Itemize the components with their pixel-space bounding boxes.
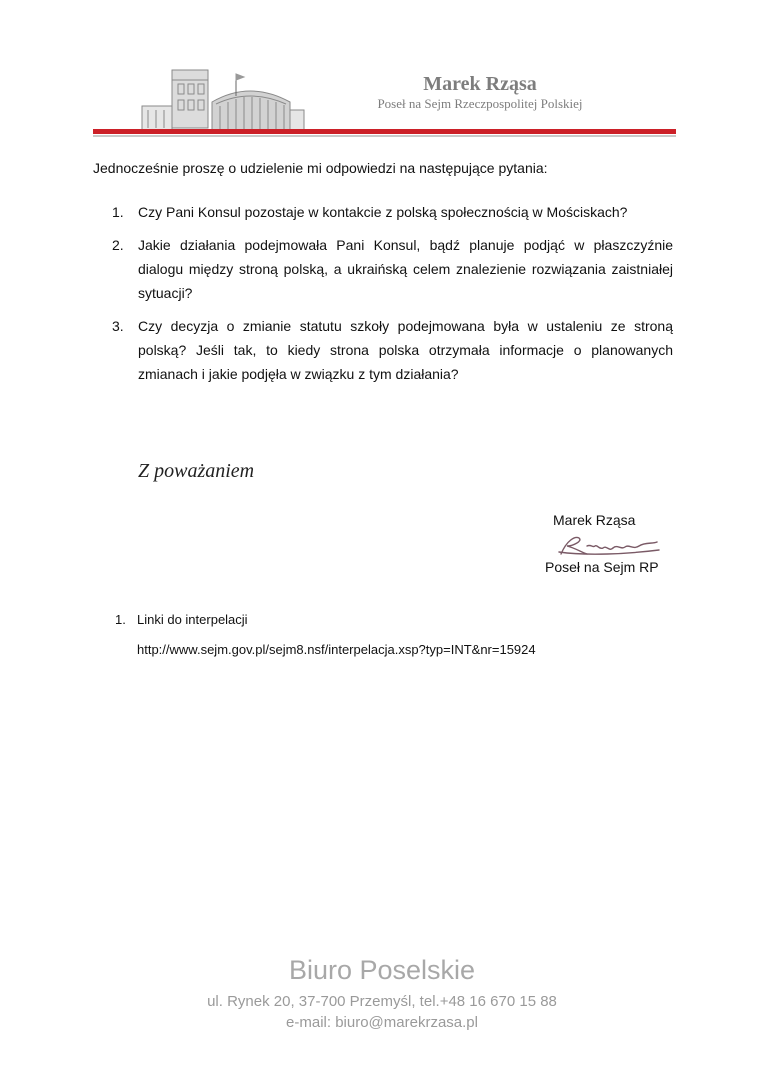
- question-text: Czy decyzja o zmianie statutu szkoły podejmowana była w ustaleniu ze stroną polską? Jeśli tak, to kiedy strona polska otrzymała informacje o planowanych zmianach i jakie podjęła w związku z tym działania?: [138, 318, 673, 382]
- handwritten-signature: [557, 532, 661, 558]
- closing-salutation: Z poważaniem: [138, 460, 255, 482]
- question-list: [112, 200, 673, 395]
- header-name: Marek Rząsa: [423, 73, 537, 95]
- signatory-title: Poseł na Sejm RP: [545, 559, 659, 575]
- signatory-name: Marek Rząsa: [553, 512, 636, 528]
- question-number: 1.: [112, 204, 124, 220]
- question-text: Jakie działania podejmowała Pani Konsul, bądź planuje podjąć w płaszczyźnie dialogu między stroną polską, a ukraińską celem znalezienie rozwiązania zaistniałej sytuacji?: [138, 237, 673, 301]
- question-item: [112, 233, 673, 305]
- links-label: Linki do interpelacji: [137, 612, 248, 627]
- question-number: 2.: [112, 237, 124, 253]
- footer-email[interactable]: e-mail: biuro@marekrzasa.pl: [286, 1014, 478, 1031]
- header-accent-rule: [93, 129, 676, 134]
- header-subtitle: Poseł na Sejm Rzeczpospolitej Polskiej: [377, 96, 583, 111]
- intro-text: Jednocześnie proszę o udzielenie mi odpowiedzi na następujące pytania:: [93, 160, 548, 176]
- header-divider: [93, 135, 676, 137]
- interpellation-link[interactable]: http://www.sejm.gov.pl/sejm8.nsf/interpelacja.xsp?typ=INT&nr=15924: [137, 642, 536, 657]
- question-item: [112, 200, 673, 224]
- footer-address: ul. Rynek 20, 37-700 Przemyśl, tel.+48 16 670 15 88: [207, 993, 557, 1010]
- footer-title: Biuro Poselskie: [288, 955, 476, 985]
- question-text: Czy Pani Konsul pozostaje w kontakcie z polską społecznością w Mościskach?: [138, 204, 628, 220]
- links-section: [115, 612, 248, 627]
- question-item: [112, 314, 673, 386]
- links-number: 1.: [115, 612, 126, 627]
- sejm-building-icon: [140, 66, 305, 136]
- question-number: 3.: [112, 318, 124, 334]
